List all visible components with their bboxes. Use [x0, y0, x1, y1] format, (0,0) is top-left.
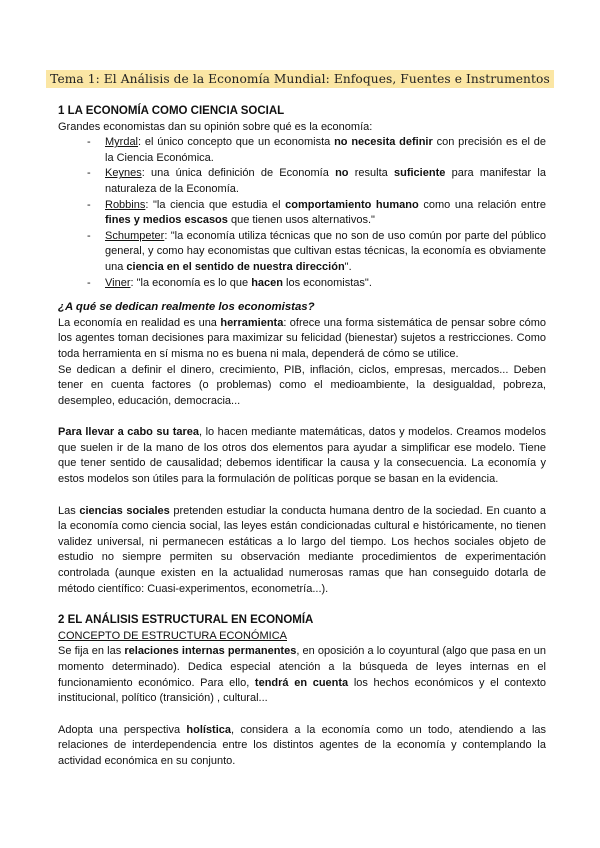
economist-name: Robbins — [105, 198, 146, 211]
document-title: Tema 1: El Análisis de la Economía Mundial: Enfoques, Fuentes e Instrumentos — [46, 70, 554, 88]
paragraph-relaciones: Se fija en las relaciones internas permanentes, en oposición a lo coyuntural (algo que pasa en un momento determinado). Dedica especial atención a la búsqueda de leyes internas en el funcionamiento económico. Para ello, tendrá en cuenta los hechos económicos y el contexto institucional, político (transición) , cultural... — [58, 645, 546, 705]
spacer — [58, 409, 546, 425]
paragraph-holistica: Adopta una perspectiva holística, considera a la economía como un todo, atendiendo a las relaciones de interdependencia entre los distintos agentes de la economía y contemplando la actividad económica en su conjunto. — [58, 723, 546, 767]
list-item-keynes: - Keynes: una única definición de Economía no resulta suficiente para manifestar la naturaleza de la Economía. — [87, 166, 546, 197]
paragraph-herramienta: La economía en realidad es una herramienta: ofrece una forma sistemática de pensar sobre cómo los agentes toman decisiones para maximizar su felicidad (bienestar) sujetos a restricciones. Como toda herramienta en sí misma no es buena ni mala, dependerá de cómo se utilice. — [58, 316, 546, 360]
economist-name: Viner — [105, 276, 131, 289]
paragraph-tarea: Para llevar a cabo su tarea, lo hacen mediante matemáticas, datos y modelos. Creamos modelos que suelen ir de la mano de los otros dos elementos para ayudar a simplificar ese modelo. Tiene que tener sentido de causalidad; debemos identificar la causa y la consecuencia. La economía y estos modelos son útiles para la formulación de políticas porque se basan en la evidencia. — [58, 426, 546, 486]
economists-list — [58, 135, 546, 291]
spacer — [58, 707, 546, 723]
section-2-heading: 2 EL ANÁLISIS ESTRUCTURAL EN ECONOMÍA — [58, 614, 314, 627]
economist-name: Keynes — [105, 167, 142, 180]
section-1-heading: 1 LA ECONOMÍA COMO CIENCIA SOCIAL — [58, 105, 285, 117]
list-item-schumpeter: - Schumpeter: "la economía utiliza técnicas que no son de uso común por parte del público general, y como hay economistas que cultivan estas técnicas, la economía es obviamente una ciencia en el sentido de nuestra dirección". — [87, 229, 546, 276]
paragraph-ciencias-sociales: Las ciencias sociales pretenden estudiar la conducta humana dentro de la sociedad. En cuanto a la economía como ciencia social, las leyes están condicionadas cultural e históricamente, no tienen validez universal, ni permanecen estáticas a lo largo del tiempo. Los hechos sociales objeto de estudio no siempre permiten su observación mediante procedimientos de experimentación controlada (aunque existen en la actualidad numerosas ramas que han conseguido dotarla de método científico: Cuasi-experimentos, econometría...). — [58, 504, 547, 595]
list-item-viner: - Viner: "la economía es lo que hacen los economistas". — [87, 276, 546, 292]
list-item-robbins: - Robbins: "la ciencia que estudia el comportamiento humano como una relación entre fines y medios escasos que tienen usos alternativos." — [87, 198, 546, 229]
question-heading: ¿A qué se dedican realmente los economistas? — [58, 301, 315, 314]
spacer — [58, 488, 546, 504]
section-1-intro: Grandes economistas dan su opinión sobre qué es la economía: — [58, 120, 373, 133]
spacer — [58, 291, 546, 300]
list-item-myrdal: - Myrdal: el único concepto que un economista no necesita definir con precisión es el de la Ciencia Económica. — [87, 135, 546, 166]
spacer — [58, 597, 546, 613]
document-body — [58, 104, 546, 770]
economist-name: Myrdal — [105, 136, 139, 149]
section-2-subheading: CONCEPTO DE ESTRUCTURA ECONÓMICA — [58, 629, 287, 642]
paragraph-dedican: Se dedican a definir el dinero, crecimiento, PIB, inflación, ciclos, empresas, mercados... Deben tener en cuenta factores (o problemas) como el medioambiente, la desigualdad, pobreza, desempleo, educación, democracia... — [58, 363, 546, 407]
title-container — [0, 70, 600, 88]
economist-name: Schumpeter — [105, 229, 165, 242]
